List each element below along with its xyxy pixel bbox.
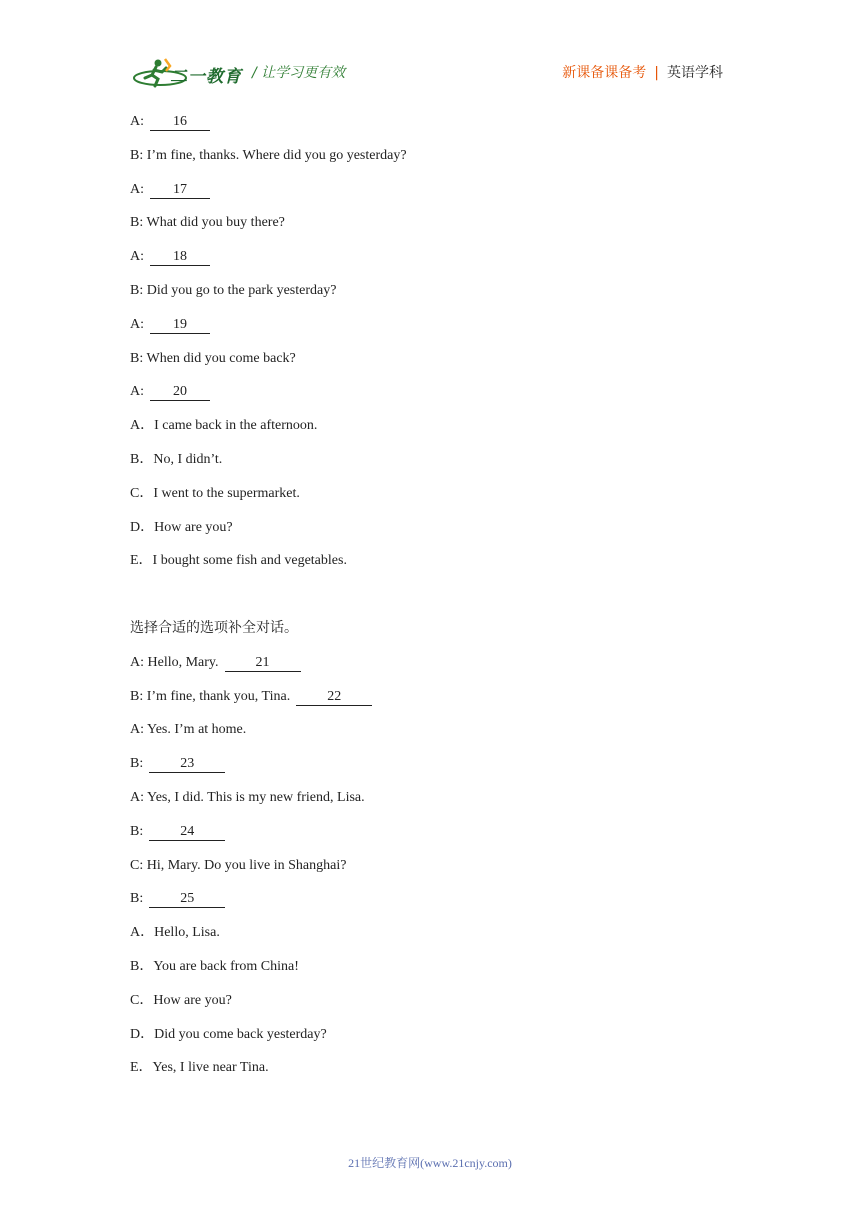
option-item: E．Yes, I live near Tina. <box>130 1060 269 1076</box>
answer-blank[interactable]: 17 <box>150 182 210 199</box>
dialogue-line: A: 19 <box>130 315 730 349</box>
dialogue-line: A: 16 <box>130 112 730 146</box>
answer-blank[interactable]: 21 <box>225 655 301 672</box>
dialogue-line: A: Yes. I’m at home. <box>130 722 247 738</box>
option-item: C．How are you? <box>130 992 232 1008</box>
page-header <box>0 0 860 100</box>
subject-label: 英语学科 <box>667 65 723 81</box>
option-item: A．Hello, Lisa. <box>130 925 220 941</box>
dialogue-line: B: I’m fine, thanks. Where did you go yesterday? <box>130 147 407 163</box>
option-item: D．How are you? <box>130 519 233 535</box>
answer-blank[interactable]: 22 <box>296 689 372 706</box>
answer-blank[interactable]: 19 <box>150 317 210 334</box>
option-item: B．No, I didn’t. <box>130 451 223 467</box>
answer-blank[interactable]: 16 <box>150 114 210 131</box>
dialogue-line: B: 25 <box>130 889 730 923</box>
dialogue-line: B: What did you buy there? <box>130 215 285 231</box>
dialogue-line: C: Hi, Mary. Do you live in Shanghai? <box>130 857 347 873</box>
dialogue-line: B: Did you go to the park yesterday? <box>130 282 337 298</box>
dialogue-line: A: 18 <box>130 247 730 281</box>
dialogue-line: B: When did you come back? <box>130 350 296 366</box>
answer-blank[interactable]: 20 <box>150 384 210 401</box>
course-label: 新课备课备考 <box>562 65 647 81</box>
dialogue-line: A: Hello, Mary. 21 <box>130 653 730 687</box>
dialogue-line: A: 17 <box>130 180 730 214</box>
option-item: B．You are back from China! <box>130 958 299 974</box>
option-item: C．I went to the supermarket. <box>130 485 300 501</box>
dialogue-line: B: 24 <box>130 822 730 856</box>
answer-blank[interactable]: 25 <box>149 891 225 908</box>
dialogue-line: A: Yes, I did. This is my new friend, Lisa. <box>130 789 365 805</box>
answer-blank[interactable]: 18 <box>150 249 210 266</box>
section-gap <box>130 585 730 619</box>
dialogue-line: B: 23 <box>130 754 730 788</box>
brand-name: 二一教育 <box>170 67 242 87</box>
header-subject-info <box>562 62 723 82</box>
option-item: D．Did you come back yesterday? <box>130 1026 327 1042</box>
dialogue-line: B: I’m fine, thank you, Tina. 22 <box>130 687 730 721</box>
section-instruction: 选择合适的选项补全对话。 <box>130 620 298 636</box>
header-separator: | <box>654 65 659 81</box>
dialogue-line: A: 20 <box>130 382 730 416</box>
answer-blank[interactable]: 24 <box>149 824 225 841</box>
answer-blank[interactable]: 23 <box>149 756 225 773</box>
worksheet-content <box>130 112 730 1092</box>
option-item: E．I bought some fish and vegetables. <box>130 553 347 569</box>
option-item: A．I came back in the afternoon. <box>130 418 318 434</box>
brand-slogan: / 让学习更有效 <box>252 65 346 81</box>
page-footer: 21世纪教育网(www.21cnjy.com) <box>348 1156 512 1170</box>
